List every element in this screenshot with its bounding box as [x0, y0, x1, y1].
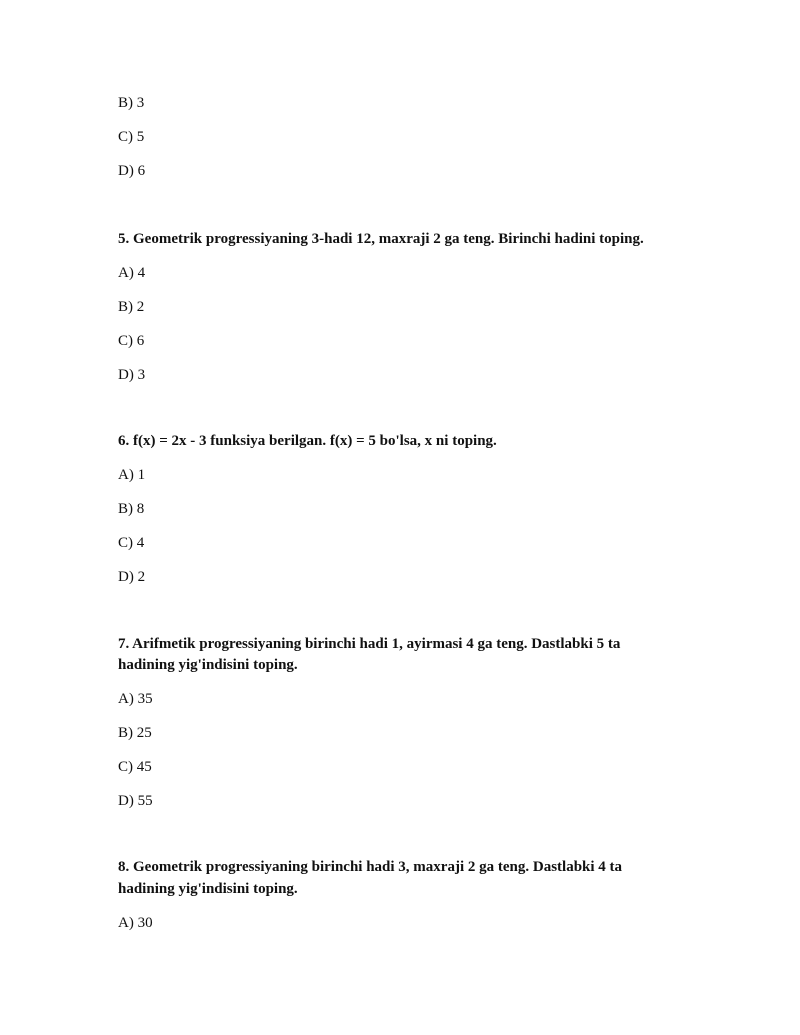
option-b-q4: B) 3: [118, 95, 145, 111]
option-d-q5: D) 3: [118, 367, 146, 383]
option-b-q6: B) 8: [118, 501, 145, 517]
option-a-q5: A) 4: [118, 265, 146, 281]
option-b-q5: B) 2: [118, 299, 145, 315]
option-a-q6: A) 1: [118, 467, 146, 483]
question-5: 5. Geometrik progressiyaning 3-hadi 12, maxraji 2 ga teng. Birinchi hadini toping.: [118, 231, 644, 247]
question-8-line-1: 8. Geometrik progressiyaning birinchi hadi 3, maxraji 2 ga teng. Dastlabki 4 ta: [118, 859, 623, 875]
question-6: 6. f(x) = 2x - 3 funksiya berilgan. f(x) = 5 bo'lsa, x ni toping.: [118, 433, 497, 449]
option-d-q4: D) 6: [118, 163, 146, 179]
option-c-q7: C) 45: [118, 759, 152, 775]
question-7-line-1: 7. Arifmetik progressiyaning birinchi hadi 1, ayirmasi 4 ga teng. Dastlabki 5 ta: [118, 636, 621, 652]
option-c-q4: C) 5: [118, 129, 145, 145]
option-d-q7: D) 55: [118, 793, 153, 809]
option-c-q6: C) 4: [118, 535, 145, 551]
question-8-line-2: hadining yig'indisini toping.: [118, 881, 298, 897]
option-c-q5: C) 6: [118, 333, 145, 349]
option-b-q7: B) 25: [118, 725, 152, 741]
question-7-line-2: hadining yig'indisini toping.: [118, 657, 298, 673]
option-a-q7: A) 35: [118, 691, 153, 707]
option-d-q6: D) 2: [118, 569, 146, 585]
option-a-q8: A) 30: [118, 915, 153, 931]
